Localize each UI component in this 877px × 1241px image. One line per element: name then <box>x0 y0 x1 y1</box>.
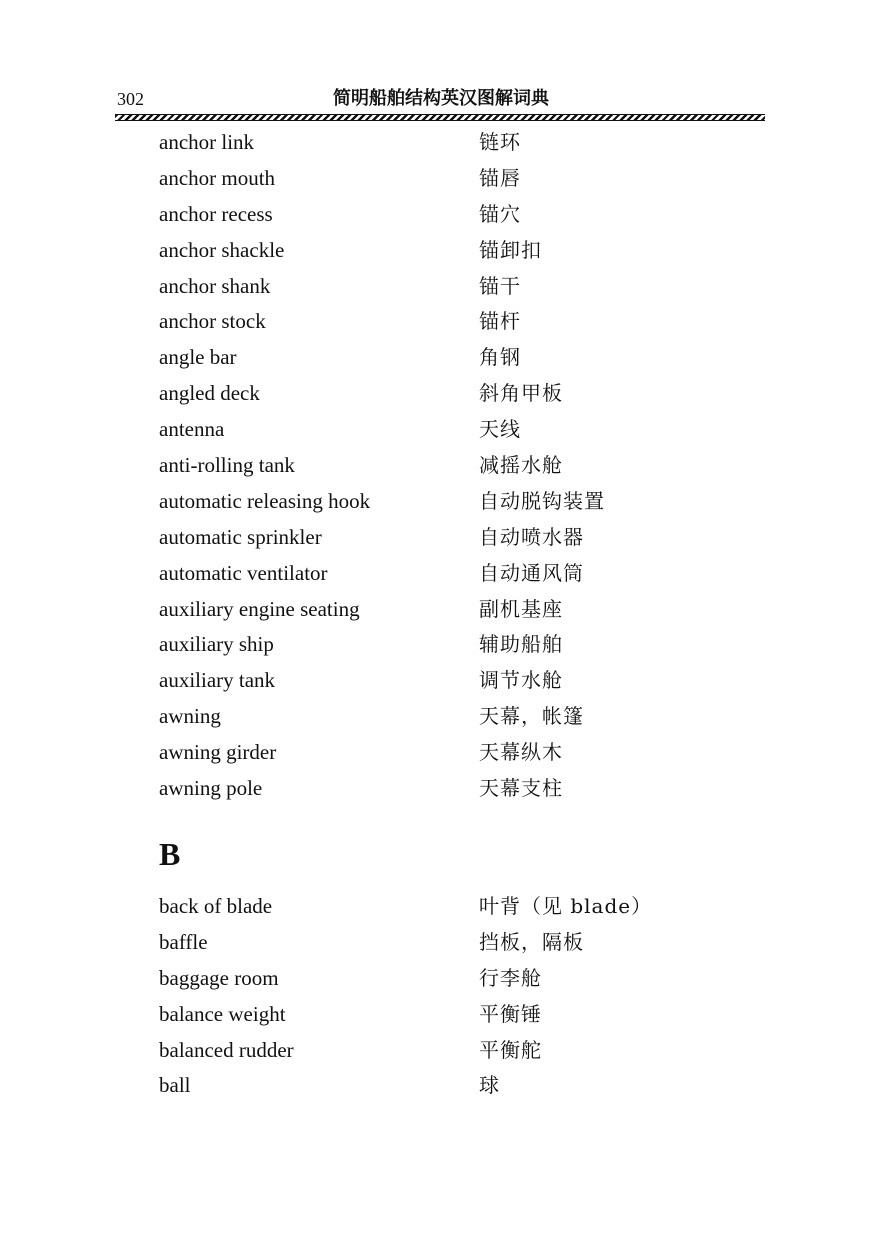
entry-term-chinese: 锚唇 <box>479 165 521 190</box>
entry-term-english: automatic ventilator <box>159 560 328 585</box>
entry-term-english: baggage room <box>159 965 279 990</box>
entry-list-b <box>159 888 719 1103</box>
dictionary-entry <box>159 734 719 770</box>
entry-term-english: back of blade <box>159 893 273 918</box>
entry-term-english: anchor shackle <box>159 237 285 262</box>
page-number: 302 <box>117 89 144 109</box>
entry-term-english: automatic sprinkler <box>159 524 322 549</box>
dictionary-entry <box>159 1067 719 1103</box>
entry-term-english: angle bar <box>159 345 237 370</box>
entry-term-english: awning girder <box>159 740 277 765</box>
entry-term-chinese: 锚穴 <box>479 201 521 226</box>
entry-term-chinese: 锚干 <box>479 273 521 298</box>
dictionary-entry <box>159 232 719 268</box>
entry-term-chinese: 天线 <box>479 417 521 442</box>
entry-term-english: antenna <box>159 417 225 442</box>
entry-term-chinese: 叶背（见 blade） <box>479 893 653 918</box>
dictionary-entry <box>159 124 719 160</box>
dictionary-entry <box>159 888 719 924</box>
entry-term-english: anchor stock <box>159 309 266 334</box>
entry-term-english: awning <box>159 704 221 729</box>
dictionary-entry <box>159 996 719 1032</box>
dictionary-entry <box>159 555 719 591</box>
entry-term-english: baffle <box>159 929 208 954</box>
entry-term-english: anchor mouth <box>159 165 276 190</box>
dictionary-entry <box>159 447 719 483</box>
entry-term-chinese: 辅助船舶 <box>479 632 563 657</box>
entry-term-chinese: 天幕纵木 <box>479 740 563 765</box>
entry-term-english: auxiliary ship <box>159 632 274 657</box>
dictionary-entry <box>159 924 719 960</box>
entry-term-chinese: 平衡舵 <box>479 1037 542 1062</box>
dictionary-entry <box>159 698 719 734</box>
entry-term-english: automatic releasing hook <box>159 488 371 513</box>
entry-term-chinese: 挡板，隔板 <box>479 929 584 954</box>
entry-term-chinese: 天幕支柱 <box>479 775 563 800</box>
entry-term-english: auxiliary tank <box>159 668 276 693</box>
entry-term-chinese: 自动喷水器 <box>479 524 584 549</box>
entry-term-english: anchor shank <box>159 273 271 298</box>
entry-term-english: auxiliary engine seating <box>159 596 360 621</box>
entry-term-chinese: 平衡锤 <box>479 1001 542 1026</box>
entry-term-chinese: 球 <box>479 1073 500 1098</box>
entry-term-chinese: 自动通风筒 <box>479 560 584 585</box>
entry-term-english: balanced rudder <box>159 1037 294 1062</box>
dictionary-entry <box>159 411 719 447</box>
header-rule-divider <box>115 114 765 121</box>
dictionary-entry <box>159 519 719 555</box>
dictionary-entry <box>159 591 719 627</box>
dictionary-entry <box>159 662 719 698</box>
entry-term-english: ball <box>159 1073 191 1098</box>
dictionary-entry <box>159 483 719 519</box>
entry-term-chinese: 行李舱 <box>479 965 542 990</box>
dictionary-entry <box>159 196 719 232</box>
entry-term-english: anti-rolling tank <box>159 452 295 477</box>
section-heading-b: B <box>159 836 181 872</box>
entry-term-chinese: 链环 <box>479 129 521 154</box>
entry-term-chinese: 锚杆 <box>479 309 521 334</box>
dictionary-entry <box>159 160 719 196</box>
entry-term-english: awning pole <box>159 775 263 800</box>
dictionary-entry <box>159 339 719 375</box>
dictionary-entry <box>159 960 719 996</box>
entry-list-a <box>159 124 719 806</box>
dictionary-entry <box>159 1032 719 1068</box>
dictionary-entry <box>159 268 719 304</box>
dictionary-entry <box>159 375 719 411</box>
dictionary-entry <box>159 303 719 339</box>
entry-term-english: angled deck <box>159 381 260 406</box>
entry-term-chinese: 自动脱钩装置 <box>479 488 605 513</box>
entry-term-english: anchor recess <box>159 201 273 226</box>
entry-term-chinese: 调节水舱 <box>479 668 563 693</box>
entry-term-chinese: 锚卸扣 <box>479 237 542 262</box>
entry-term-chinese: 斜角甲板 <box>479 381 563 406</box>
entry-term-english: anchor link <box>159 129 255 154</box>
page-header <box>117 86 765 112</box>
entry-term-chinese: 减摇水舱 <box>479 452 563 477</box>
dictionary-entry <box>159 770 719 806</box>
entry-term-chinese: 角钢 <box>479 345 521 370</box>
dictionary-entry <box>159 626 719 662</box>
entry-term-english: balance weight <box>159 1001 286 1026</box>
entry-term-chinese: 副机基座 <box>479 596 563 621</box>
entry-term-chinese: 天幕，帐篷 <box>479 704 584 729</box>
book-title: 简明船舶结构英汉图解词典 <box>333 88 549 109</box>
